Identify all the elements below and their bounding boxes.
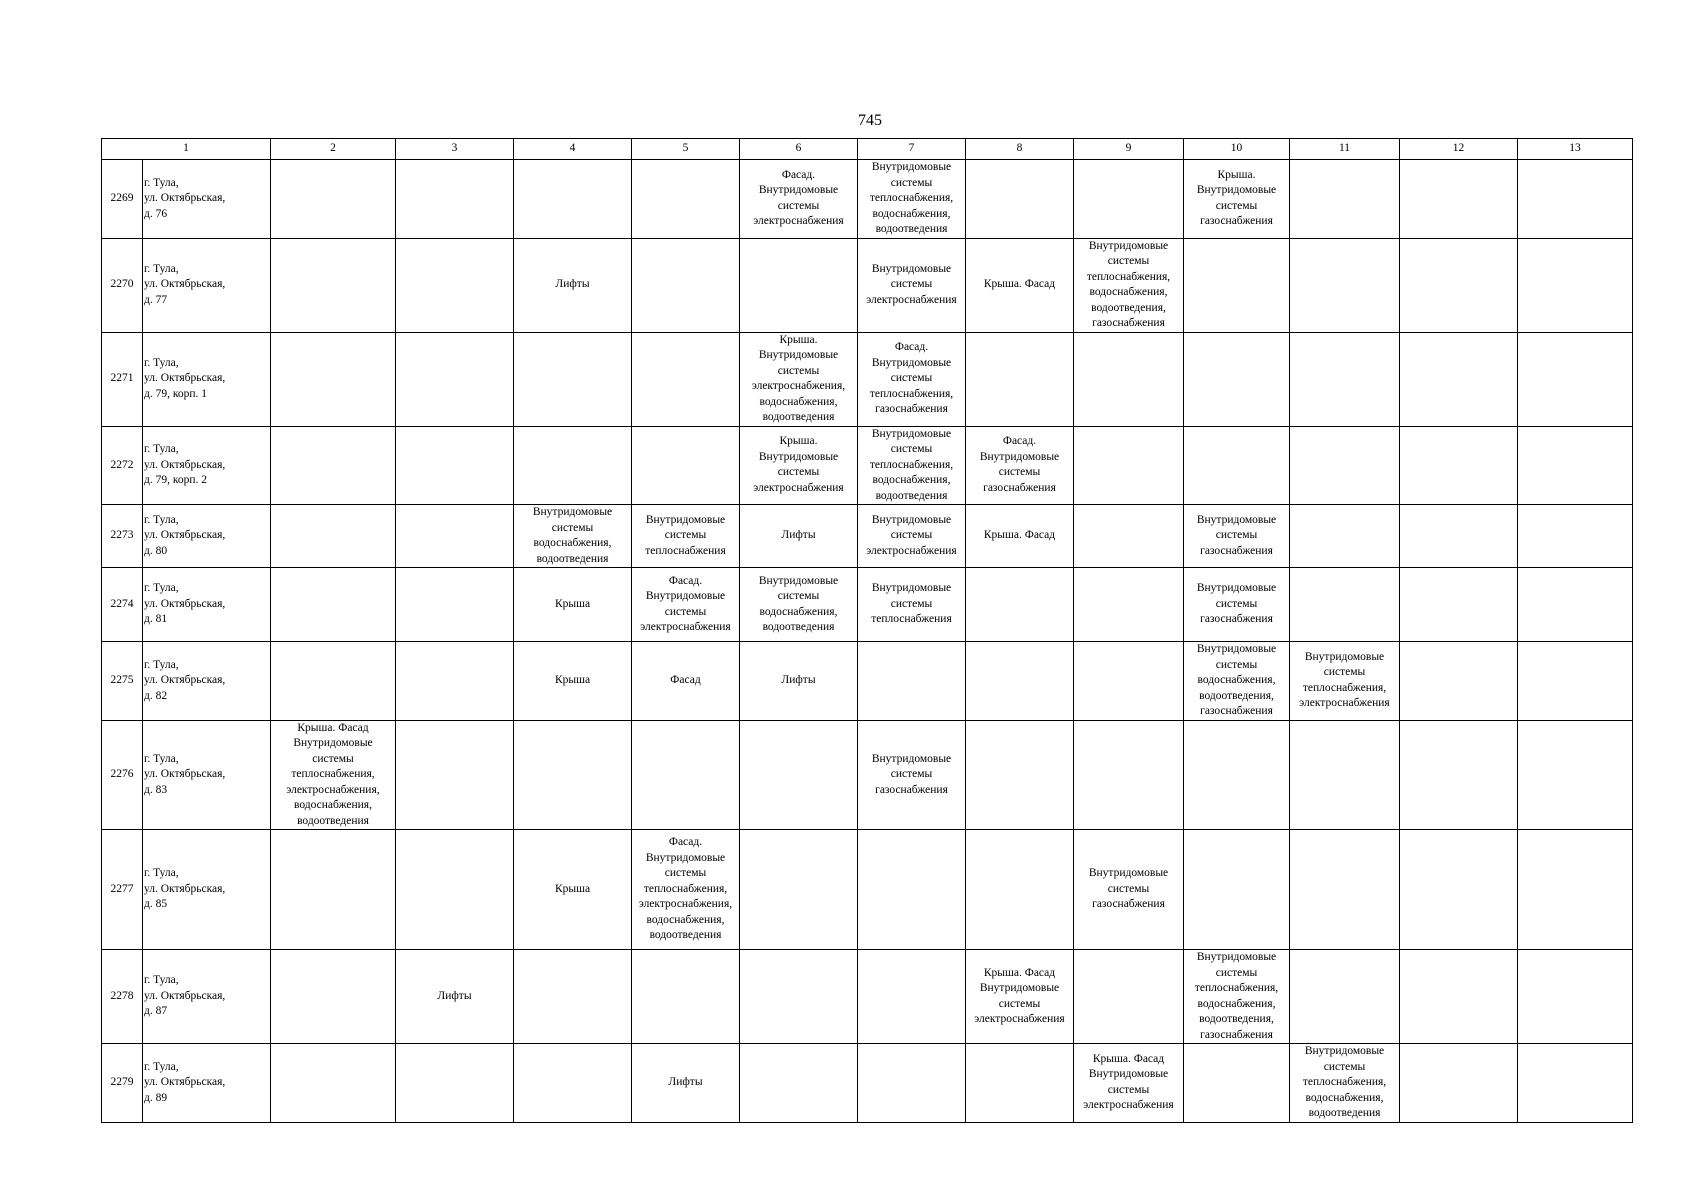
work-cell-col-11 bbox=[1290, 950, 1400, 1044]
work-cell-col-2 bbox=[271, 160, 396, 239]
column-header-1: 1 bbox=[102, 139, 271, 160]
work-cell-col-9 bbox=[1074, 720, 1184, 830]
work-cell-col-4 bbox=[514, 1044, 632, 1123]
work-cell-col-7: Внутридомовые системы теплоснабжения, водоснабжения, водоотведения bbox=[858, 160, 966, 239]
work-cell-col-5 bbox=[632, 426, 740, 505]
work-cell-col-6 bbox=[740, 238, 858, 332]
work-cell-col-12 bbox=[1400, 642, 1518, 721]
work-cell-col-12 bbox=[1400, 332, 1518, 426]
work-cell-col-3 bbox=[396, 1044, 514, 1123]
work-cell-col-2 bbox=[271, 642, 396, 721]
work-cell-col-7 bbox=[858, 1044, 966, 1123]
work-cell-col-2 bbox=[271, 950, 396, 1044]
table-row bbox=[102, 568, 1633, 642]
address-cell: г. Тула, ул. Октябрьская, д. 76 bbox=[143, 160, 271, 239]
work-cell-col-5: Фасад. Внутридомовые системы теплоснабжения, электроснабжения, водоснабжения, водоотведения bbox=[632, 830, 740, 950]
work-cell-col-9: Крыша. Фасад Внутридомовые системы электроснабжения bbox=[1074, 1044, 1184, 1123]
work-cell-col-4 bbox=[514, 950, 632, 1044]
work-cell-col-5: Лифты bbox=[632, 1044, 740, 1123]
work-cell-col-5: Фасад. Внутридомовые системы электроснабжения bbox=[632, 568, 740, 642]
column-header-9: 9 bbox=[1074, 139, 1184, 160]
address-cell: г. Тула, ул. Октябрьская, д. 80 bbox=[143, 505, 271, 568]
work-cell-col-2 bbox=[271, 568, 396, 642]
address-cell: г. Тула, ул. Октябрьская, д. 87 bbox=[143, 950, 271, 1044]
work-cell-col-10: Внутридомовые системы газоснабжения bbox=[1184, 505, 1290, 568]
table-row bbox=[102, 1044, 1633, 1123]
address-cell: г. Тула, ул. Октябрьская, д. 79, корп. 1 bbox=[143, 332, 271, 426]
column-header-12: 12 bbox=[1400, 139, 1518, 160]
work-cell-col-12 bbox=[1400, 568, 1518, 642]
work-cell-col-5 bbox=[632, 720, 740, 830]
work-cell-col-2 bbox=[271, 505, 396, 568]
work-cell-col-6: Лифты bbox=[740, 642, 858, 721]
work-cell-col-11 bbox=[1290, 568, 1400, 642]
work-cell-col-12 bbox=[1400, 1044, 1518, 1123]
work-cell-col-4 bbox=[514, 426, 632, 505]
work-cell-col-2: Крыша. Фасад Внутридомовые системы теплоснабжения, электроснабжения, водоснабжения, водоотведения bbox=[271, 720, 396, 830]
work-cell-col-11: Внутридомовые системы теплоснабжения, водоснабжения, водоотведения bbox=[1290, 1044, 1400, 1123]
row-number: 2271 bbox=[102, 332, 143, 426]
row-number: 2279 bbox=[102, 1044, 143, 1123]
header-row bbox=[102, 139, 1633, 160]
work-cell-col-11 bbox=[1290, 332, 1400, 426]
work-cell-col-10: Крыша. Внутридомовые системы газоснабжения bbox=[1184, 160, 1290, 239]
work-cell-col-3 bbox=[396, 426, 514, 505]
work-cell-col-6: Крыша. Внутридомовые системы электроснабжения, водоснабжения, водоотведения bbox=[740, 332, 858, 426]
work-cell-col-3: Лифты bbox=[396, 950, 514, 1044]
work-cell-col-3 bbox=[396, 720, 514, 830]
work-cell-col-6: Внутридомовые системы водоснабжения, водоотведения bbox=[740, 568, 858, 642]
table-row bbox=[102, 642, 1633, 721]
work-cell-col-4: Внутридомовые системы водоснабжения, водоотведения bbox=[514, 505, 632, 568]
work-cell-col-13 bbox=[1518, 426, 1633, 505]
column-header-11: 11 bbox=[1290, 139, 1400, 160]
work-cell-col-5 bbox=[632, 238, 740, 332]
work-cell-col-5 bbox=[632, 950, 740, 1044]
work-cell-col-10 bbox=[1184, 426, 1290, 505]
table-row bbox=[102, 332, 1633, 426]
work-cell-col-8 bbox=[966, 568, 1074, 642]
row-number: 2275 bbox=[102, 642, 143, 721]
work-cell-col-13 bbox=[1518, 568, 1633, 642]
work-cell-col-7: Фасад. Внутридомовые системы теплоснабжения, газоснабжения bbox=[858, 332, 966, 426]
work-cell-col-6 bbox=[740, 830, 858, 950]
work-cell-col-7: Внутридомовые системы электроснабжения bbox=[858, 505, 966, 568]
column-header-8: 8 bbox=[966, 139, 1074, 160]
work-cell-col-2 bbox=[271, 830, 396, 950]
work-cell-col-12 bbox=[1400, 830, 1518, 950]
work-cell-col-8: Крыша. Фасад bbox=[966, 238, 1074, 332]
work-cell-col-4: Крыша bbox=[514, 642, 632, 721]
work-cell-col-13 bbox=[1518, 1044, 1633, 1123]
work-cell-col-5: Фасад bbox=[632, 642, 740, 721]
work-cell-col-9 bbox=[1074, 426, 1184, 505]
column-header-10: 10 bbox=[1184, 139, 1290, 160]
row-number: 2269 bbox=[102, 160, 143, 239]
table-row bbox=[102, 160, 1633, 239]
work-cell-col-3 bbox=[396, 642, 514, 721]
row-number: 2274 bbox=[102, 568, 143, 642]
work-cell-col-8 bbox=[966, 720, 1074, 830]
work-cell-col-13 bbox=[1518, 830, 1633, 950]
work-cell-col-12 bbox=[1400, 160, 1518, 239]
work-cell-col-2 bbox=[271, 238, 396, 332]
work-cell-col-6: Фасад. Внутридомовые системы электроснабжения bbox=[740, 160, 858, 239]
page-number: 745 bbox=[858, 112, 882, 129]
address-cell: г. Тула, ул. Октябрьская, д. 82 bbox=[143, 642, 271, 721]
work-cell-col-6 bbox=[740, 1044, 858, 1123]
column-header-2: 2 bbox=[271, 139, 396, 160]
work-cell-col-7 bbox=[858, 830, 966, 950]
work-cell-col-7: Внутридомовые системы электроснабжения bbox=[858, 238, 966, 332]
work-cell-col-7: Внутридомовые системы теплоснабжения bbox=[858, 568, 966, 642]
work-cell-col-8: Фасад. Внутридомовые системы газоснабжения bbox=[966, 426, 1074, 505]
work-cell-col-10: Внутридомовые системы теплоснабжения, водоснабжения, водоотведения, газоснабжения bbox=[1184, 950, 1290, 1044]
row-number: 2276 bbox=[102, 720, 143, 830]
work-cell-col-13 bbox=[1518, 642, 1633, 721]
work-cell-col-13 bbox=[1518, 950, 1633, 1044]
work-cell-col-3 bbox=[396, 238, 514, 332]
work-cell-col-13 bbox=[1518, 720, 1633, 830]
work-cell-col-13 bbox=[1518, 332, 1633, 426]
row-number: 2278 bbox=[102, 950, 143, 1044]
address-cell: г. Тула, ул. Октябрьская, д. 79, корп. 2 bbox=[143, 426, 271, 505]
work-cell-col-2 bbox=[271, 426, 396, 505]
table-row bbox=[102, 426, 1633, 505]
address-cell: г. Тула, ул. Октябрьская, д. 77 bbox=[143, 238, 271, 332]
work-cell-col-6: Крыша. Внутридомовые системы электроснабжения bbox=[740, 426, 858, 505]
work-cell-col-9 bbox=[1074, 505, 1184, 568]
work-cell-col-6: Лифты bbox=[740, 505, 858, 568]
work-cell-col-7: Внутридомовые системы газоснабжения bbox=[858, 720, 966, 830]
work-cell-col-12 bbox=[1400, 426, 1518, 505]
column-header-6: 6 bbox=[740, 139, 858, 160]
work-cell-col-11 bbox=[1290, 505, 1400, 568]
work-cell-col-10 bbox=[1184, 830, 1290, 950]
work-cell-col-9 bbox=[1074, 642, 1184, 721]
work-cell-col-9 bbox=[1074, 568, 1184, 642]
work-cell-col-9: Внутридомовые системы газоснабжения bbox=[1074, 830, 1184, 950]
work-cell-col-10 bbox=[1184, 720, 1290, 830]
repair-schedule-table bbox=[101, 138, 1633, 1123]
work-cell-col-13 bbox=[1518, 238, 1633, 332]
work-cell-col-13 bbox=[1518, 160, 1633, 239]
work-cell-col-5: Внутридомовые системы теплоснабжения bbox=[632, 505, 740, 568]
address-cell: г. Тула, ул. Октябрьская, д. 81 bbox=[143, 568, 271, 642]
work-cell-col-11 bbox=[1290, 160, 1400, 239]
work-cell-col-5 bbox=[632, 332, 740, 426]
work-cell-col-3 bbox=[396, 160, 514, 239]
work-cell-col-4: Крыша bbox=[514, 830, 632, 950]
work-cell-col-2 bbox=[271, 1044, 396, 1123]
work-cell-col-3 bbox=[396, 332, 514, 426]
work-cell-col-12 bbox=[1400, 720, 1518, 830]
work-cell-col-12 bbox=[1400, 950, 1518, 1044]
work-cell-col-9: Внутридомовые системы теплоснабжения, водоснабжения, водоотведения, газоснабжения bbox=[1074, 238, 1184, 332]
work-cell-col-10 bbox=[1184, 1044, 1290, 1123]
work-cell-col-11: Внутридомовые системы теплоснабжения, электроснабжения bbox=[1290, 642, 1400, 721]
work-cell-col-7 bbox=[858, 950, 966, 1044]
address-cell: г. Тула, ул. Октябрьская, д. 83 bbox=[143, 720, 271, 830]
row-number: 2273 bbox=[102, 505, 143, 568]
work-cell-col-4 bbox=[514, 160, 632, 239]
work-cell-col-8 bbox=[966, 642, 1074, 721]
work-cell-col-8 bbox=[966, 332, 1074, 426]
work-cell-col-9 bbox=[1074, 160, 1184, 239]
work-cell-col-3 bbox=[396, 568, 514, 642]
address-cell: г. Тула, ул. Октябрьская, д. 89 bbox=[143, 1044, 271, 1123]
work-cell-col-9 bbox=[1074, 950, 1184, 1044]
table-row bbox=[102, 830, 1633, 950]
table-row bbox=[102, 505, 1633, 568]
work-cell-col-2 bbox=[271, 332, 396, 426]
table-row bbox=[102, 720, 1633, 830]
column-header-7: 7 bbox=[858, 139, 966, 160]
work-cell-col-5 bbox=[632, 160, 740, 239]
work-cell-col-3 bbox=[396, 830, 514, 950]
row-number: 2277 bbox=[102, 830, 143, 950]
table-row bbox=[102, 950, 1633, 1044]
column-header-13: 13 bbox=[1518, 139, 1633, 160]
row-number: 2272 bbox=[102, 426, 143, 505]
work-cell-col-12 bbox=[1400, 505, 1518, 568]
work-cell-col-4: Лифты bbox=[514, 238, 632, 332]
work-cell-col-8 bbox=[966, 1044, 1074, 1123]
work-cell-col-8 bbox=[966, 160, 1074, 239]
work-cell-col-10: Внутридомовые системы водоснабжения, водоотведения, газоснабжения bbox=[1184, 642, 1290, 721]
work-cell-col-11 bbox=[1290, 426, 1400, 505]
work-cell-col-11 bbox=[1290, 238, 1400, 332]
work-cell-col-8: Крыша. Фасад bbox=[966, 505, 1074, 568]
table-row bbox=[102, 238, 1633, 332]
column-header-3: 3 bbox=[396, 139, 514, 160]
work-cell-col-8: Крыша. Фасад Внутридомовые системы электроснабжения bbox=[966, 950, 1074, 1044]
work-cell-col-12 bbox=[1400, 238, 1518, 332]
work-cell-col-6 bbox=[740, 720, 858, 830]
work-cell-col-10 bbox=[1184, 238, 1290, 332]
work-cell-col-10 bbox=[1184, 332, 1290, 426]
work-cell-col-4 bbox=[514, 720, 632, 830]
work-cell-col-7 bbox=[858, 642, 966, 721]
work-cell-col-9 bbox=[1074, 332, 1184, 426]
row-number: 2270 bbox=[102, 238, 143, 332]
work-cell-col-7: Внутридомовые системы теплоснабжения, водоснабжения, водоотведения bbox=[858, 426, 966, 505]
work-cell-col-10: Внутридомовые системы газоснабжения bbox=[1184, 568, 1290, 642]
column-header-5: 5 bbox=[632, 139, 740, 160]
work-cell-col-4 bbox=[514, 332, 632, 426]
address-cell: г. Тула, ул. Октябрьская, д. 85 bbox=[143, 830, 271, 950]
work-cell-col-8 bbox=[966, 830, 1074, 950]
work-cell-col-11 bbox=[1290, 720, 1400, 830]
work-cell-col-6 bbox=[740, 950, 858, 1044]
work-cell-col-13 bbox=[1518, 505, 1633, 568]
work-cell-col-3 bbox=[396, 505, 514, 568]
work-cell-col-11 bbox=[1290, 830, 1400, 950]
column-header-4: 4 bbox=[514, 139, 632, 160]
work-cell-col-4: Крыша bbox=[514, 568, 632, 642]
